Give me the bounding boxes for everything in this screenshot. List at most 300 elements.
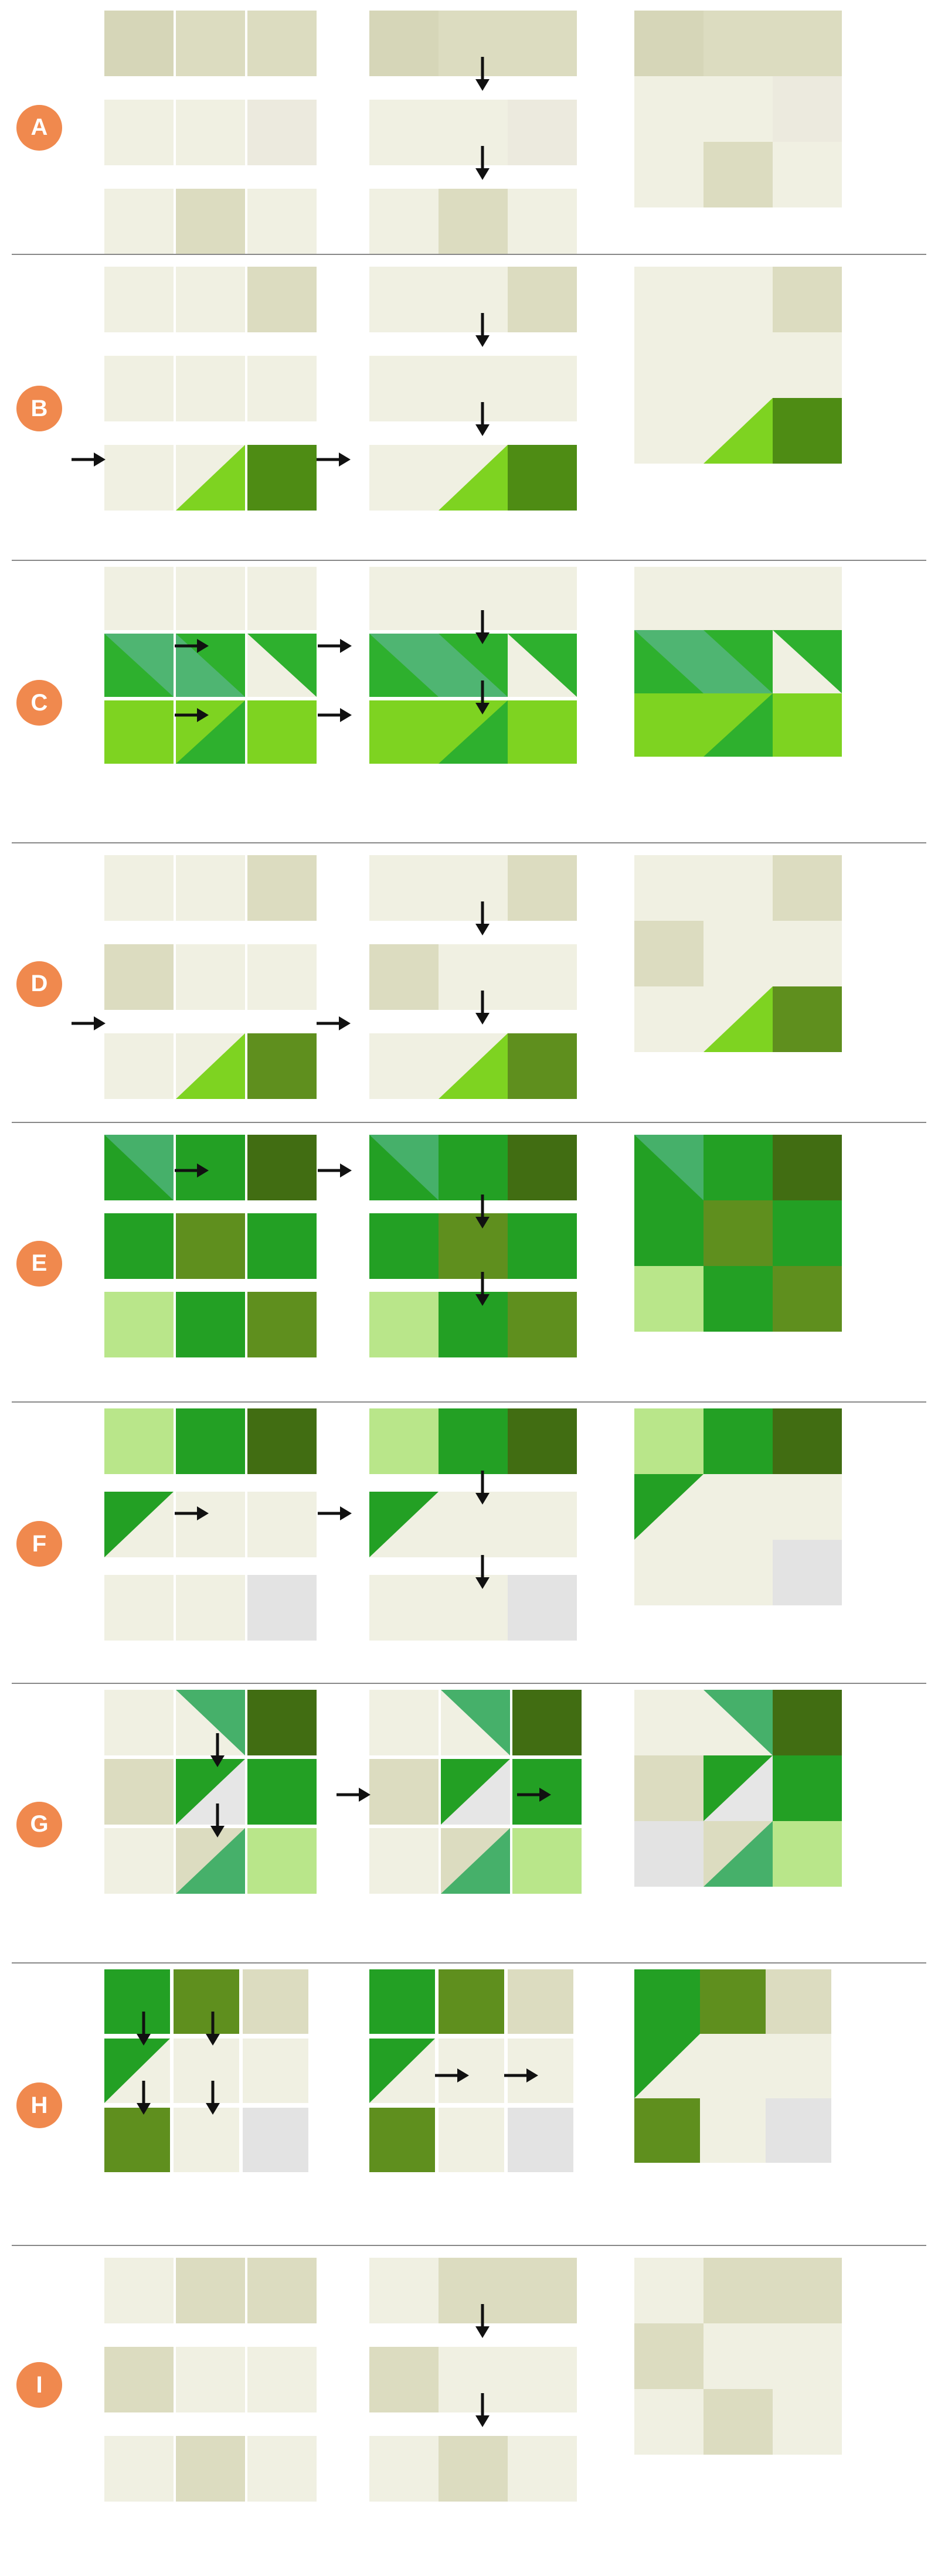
- patch-cell: [634, 1200, 704, 1266]
- arrow-right-icon: [317, 1503, 353, 1523]
- patch-cell: [104, 855, 174, 921]
- patch-cell: [704, 1755, 773, 1821]
- panel-joined-b: [369, 256, 616, 561]
- panel-pieces-e: [104, 1124, 351, 1403]
- patch-cell: [176, 11, 245, 76]
- patch-cell: [508, 267, 577, 332]
- patch-cell: [634, 1690, 704, 1755]
- patch-cell: [439, 2108, 504, 2172]
- patch-cell: [176, 1575, 245, 1641]
- patch-cell: [773, 1266, 842, 1332]
- arrow-down-icon: [473, 900, 492, 937]
- panel-pieces-f: [104, 1404, 351, 1684]
- patch-cell: [441, 1690, 510, 1755]
- patch-cell: [508, 855, 577, 921]
- patch-cell: [104, 700, 174, 764]
- patch-cell: [704, 398, 773, 464]
- patch-cell: [508, 1135, 577, 1200]
- patch-cell: [104, 100, 174, 165]
- row-badge-h: H: [16, 2082, 62, 2128]
- patch-cell: [369, 100, 439, 165]
- patch-cell: [176, 567, 245, 630]
- patch-cell: [247, 567, 317, 630]
- panel-final-d: [634, 845, 881, 1123]
- arrow-right-icon: [174, 1161, 210, 1180]
- patch-cell: [634, 1540, 704, 1605]
- patch-cell: [634, 332, 704, 398]
- patch-cell: [773, 1408, 842, 1474]
- patch-cell: [104, 1033, 174, 1099]
- patch-cell: [766, 1969, 831, 2034]
- patch-cell: [369, 1828, 439, 1894]
- row-badge-e: E: [16, 1241, 62, 1287]
- arrow-down-icon: [134, 2010, 154, 2047]
- arrow-down-icon: [134, 2080, 154, 2116]
- patch-cell: [704, 2323, 773, 2389]
- patch-cell: [773, 1690, 842, 1755]
- patch-cell: [508, 567, 577, 630]
- patch-cell: [369, 700, 439, 764]
- patch-cell: [439, 445, 508, 511]
- patch-cell: [634, 855, 704, 921]
- patch-cell: [634, 11, 704, 76]
- patch-cell: [369, 944, 439, 1010]
- patch-cell: [369, 1033, 439, 1099]
- patch-cell: [634, 986, 704, 1052]
- patch-cell: [247, 1135, 317, 1200]
- patch-cell: [634, 398, 704, 464]
- patch-cell: [508, 1969, 573, 2034]
- patch-cell: [704, 1408, 773, 1474]
- patch-cell: [704, 1474, 773, 1540]
- patch-cell: [247, 634, 317, 697]
- arrow-down-icon: [473, 312, 492, 348]
- patch-cell: [704, 2258, 773, 2323]
- patch-cell: [634, 1474, 704, 1540]
- patch-cell: [773, 1540, 842, 1605]
- patch-cell: [508, 356, 577, 421]
- patch-cell: [634, 1755, 704, 1821]
- patch-cell: [247, 2258, 317, 2323]
- patch-cell: [704, 567, 773, 630]
- patch-cell: [176, 2436, 245, 2502]
- patch-cell: [439, 1033, 508, 1099]
- patch-cell: [176, 100, 245, 165]
- patch-cell: [247, 1575, 317, 1641]
- patch-cell: [508, 634, 577, 697]
- patch-cell: [508, 1408, 577, 1474]
- patch-cell: [634, 1821, 704, 1887]
- patch-cell: [247, 855, 317, 921]
- patch-cell: [104, 1828, 174, 1894]
- panel-joined-c: [369, 562, 616, 843]
- patch-cell: [174, 2108, 239, 2172]
- patch-cell: [176, 189, 245, 254]
- patch-cell: [508, 1033, 577, 1099]
- patch-cell: [508, 2258, 577, 2323]
- patch-cell: [243, 1969, 308, 2034]
- arrow-right-icon: [317, 636, 353, 656]
- row-badge-b: B: [16, 386, 62, 431]
- arrow-down-icon: [473, 56, 492, 92]
- patch-cell: [773, 855, 842, 921]
- diagram-row-g: [0, 1685, 938, 1964]
- panel-final-b: [634, 256, 881, 561]
- row-badge-c: C: [16, 680, 62, 726]
- patch-cell: [247, 100, 317, 165]
- patch-cell: [704, 1135, 773, 1200]
- patch-cell: [104, 1135, 174, 1200]
- patch-cell: [700, 2034, 766, 2098]
- patch-cell: [773, 2323, 842, 2389]
- patch-cell: [247, 356, 317, 421]
- patch-cell: [704, 855, 773, 921]
- arrow-right-icon: [317, 705, 353, 725]
- row-separator: [12, 1962, 926, 1964]
- patch-cell: [773, 142, 842, 207]
- patch-cell: [766, 2034, 831, 2098]
- patch-cell: [634, 921, 704, 986]
- patch-cell: [104, 2347, 174, 2412]
- patch-cell: [634, 1408, 704, 1474]
- diagram-row-f: [0, 1404, 938, 1684]
- patch-cell: [634, 2258, 704, 2323]
- arrow-right-icon: [174, 705, 210, 725]
- patch-cell: [176, 855, 245, 921]
- patch-cell: [176, 2258, 245, 2323]
- patch-cell: [243, 2108, 308, 2172]
- row-separator: [12, 560, 926, 561]
- patch-cell: [700, 1969, 766, 2034]
- patch-cell: [369, 2039, 435, 2103]
- patch-cell: [369, 445, 439, 511]
- panel-joined-f: [369, 1404, 616, 1684]
- patch-cell: [773, 1474, 842, 1540]
- patch-cell: [634, 2389, 704, 2455]
- patch-cell: [247, 445, 317, 511]
- patch-cell: [369, 567, 439, 630]
- patch-cell: [634, 2098, 700, 2163]
- patch-cell: [773, 76, 842, 142]
- patch-cell: [773, 1821, 842, 1887]
- arrow-right-icon: [503, 2065, 539, 2085]
- patch-cell: [508, 445, 577, 511]
- patch-cell: [104, 1759, 174, 1825]
- patch-cell: [104, 567, 174, 630]
- patch-cell: [634, 2323, 704, 2389]
- patch-cell: [634, 2034, 700, 2098]
- patch-cell: [508, 1575, 577, 1641]
- patch-cell: [104, 944, 174, 1010]
- patch-cell: [247, 700, 317, 764]
- arrow-down-icon: [473, 401, 492, 437]
- row-badge-g: G: [16, 1802, 62, 1847]
- patch-cell: [704, 1540, 773, 1605]
- arrow-right-icon: [434, 2065, 470, 2085]
- patch-cell: [369, 1292, 439, 1357]
- patch-cell: [247, 1759, 317, 1825]
- arrow-right-icon: [315, 450, 352, 469]
- patch-cell: [704, 921, 773, 986]
- patch-cell: [176, 1292, 245, 1357]
- patch-cell: [704, 693, 773, 757]
- patch-cell: [176, 1213, 245, 1279]
- panel-joined-e: [369, 1124, 616, 1403]
- arrow-right-icon: [70, 1013, 107, 1033]
- patch-cell: [104, 1408, 174, 1474]
- panel-joined-g: [369, 1685, 616, 1964]
- panel-pieces-d: [104, 845, 351, 1123]
- patch-cell: [634, 1969, 700, 2034]
- panel-final-e: [634, 1124, 881, 1403]
- patch-cell: [104, 356, 174, 421]
- patch-cell: [512, 1690, 582, 1755]
- panel-pieces-i: [104, 2247, 351, 2523]
- patch-cell: [369, 2108, 435, 2172]
- patch-cell: [369, 1408, 439, 1474]
- patch-cell: [634, 76, 704, 142]
- patch-cell: [773, 1135, 842, 1200]
- patch-cell: [104, 11, 174, 76]
- patch-cell: [773, 693, 842, 757]
- patch-cell: [704, 142, 773, 207]
- arrow-down-icon: [473, 1193, 492, 1230]
- panel-pieces-a: [104, 0, 351, 255]
- patch-cell: [773, 630, 842, 693]
- patch-cell: [247, 1828, 317, 1894]
- patch-cell: [247, 11, 317, 76]
- patch-cell: [104, 267, 174, 332]
- patch-cell: [247, 2436, 317, 2502]
- patch-cell: [439, 1135, 508, 1200]
- patch-cell: [508, 2108, 573, 2172]
- patch-cell: [176, 356, 245, 421]
- patch-cell: [508, 944, 577, 1010]
- patch-cell: [773, 2389, 842, 2455]
- arrow-down-icon: [208, 1732, 227, 1768]
- patch-cell: [704, 11, 773, 76]
- panel-pieces-h: [104, 1965, 351, 2246]
- patch-cell: [104, 2436, 174, 2502]
- patch-cell: [704, 76, 773, 142]
- patch-cell: [369, 189, 439, 254]
- patch-cell: [369, 267, 439, 332]
- panel-joined-d: [369, 845, 616, 1123]
- panel-pieces-b: [104, 256, 351, 561]
- arrow-right-icon: [516, 1785, 552, 1805]
- diagram-row-d: [0, 845, 938, 1123]
- arrow-down-icon: [473, 2392, 492, 2428]
- patch-cell: [369, 11, 439, 76]
- patch-cell: [243, 2039, 308, 2103]
- panel-final-i: [634, 2247, 881, 2523]
- patch-cell: [369, 2347, 439, 2412]
- patch-cell: [704, 1690, 773, 1755]
- patch-cell: [634, 142, 704, 207]
- arrow-down-icon: [473, 609, 492, 645]
- panel-final-h: [634, 1965, 881, 2246]
- patch-cell: [508, 100, 577, 165]
- patch-cell: [104, 634, 174, 697]
- patch-cell: [247, 944, 317, 1010]
- arrow-down-icon: [473, 1271, 492, 1307]
- patch-cell: [704, 332, 773, 398]
- patch-cell: [773, 986, 842, 1052]
- patch-cell: [369, 356, 439, 421]
- diagram-row-b: [0, 256, 938, 561]
- patch-cell: [104, 1690, 174, 1755]
- row-badge-i: I: [16, 2362, 62, 2408]
- patch-cell: [247, 1408, 317, 1474]
- panel-joined-a: [369, 0, 616, 255]
- patch-cell: [704, 1821, 773, 1887]
- arrow-right-icon: [335, 1785, 372, 1805]
- patch-cell: [634, 630, 704, 693]
- row-separator: [12, 1401, 926, 1403]
- patch-cell: [441, 1828, 510, 1894]
- patch-cell: [247, 267, 317, 332]
- patch-cell: [441, 1759, 510, 1825]
- diagram-row-a: [0, 0, 938, 255]
- arrow-down-icon: [208, 1802, 227, 1839]
- patch-cell: [704, 267, 773, 332]
- patch-cell: [104, 1213, 174, 1279]
- patch-cell: [773, 2258, 842, 2323]
- patch-cell: [369, 2436, 439, 2502]
- arrow-down-icon: [203, 2010, 223, 2047]
- row-badge-f: F: [16, 1521, 62, 1567]
- patch-cell: [104, 189, 174, 254]
- patch-cell: [369, 2258, 439, 2323]
- patch-cell: [176, 1033, 245, 1099]
- row-separator: [12, 254, 926, 255]
- panel-joined-h: [369, 1965, 616, 2246]
- patch-cell: [369, 634, 439, 697]
- arrow-right-icon: [317, 1161, 353, 1180]
- patch-cell: [508, 2347, 577, 2412]
- patch-cell: [369, 1213, 439, 1279]
- arrow-down-icon: [473, 1469, 492, 1506]
- patch-cell: [773, 11, 842, 76]
- patch-cell: [439, 2436, 508, 2502]
- patch-cell: [247, 1690, 317, 1755]
- patch-cell: [634, 693, 704, 757]
- patch-cell: [247, 189, 317, 254]
- patch-cell: [369, 1690, 439, 1755]
- panel-pieces-g: [104, 1685, 351, 1964]
- patch-cell: [104, 1292, 174, 1357]
- patch-cell: [773, 267, 842, 332]
- panel-final-g: [634, 1685, 881, 1964]
- arrow-down-icon: [473, 2303, 492, 2339]
- patch-cell: [369, 1492, 439, 1557]
- patch-cell: [369, 1969, 435, 2034]
- arrow-right-icon: [174, 1503, 210, 1523]
- patch-cell: [634, 267, 704, 332]
- panel-final-f: [634, 1404, 881, 1684]
- panel-joined-i: [369, 2247, 616, 2523]
- panel-final-c: [634, 562, 881, 843]
- patch-cell: [700, 2098, 766, 2163]
- patch-cell: [773, 921, 842, 986]
- patch-cell: [508, 11, 577, 76]
- patch-cell: [773, 398, 842, 464]
- patch-cell: [176, 1492, 245, 1557]
- patch-cell: [773, 1200, 842, 1266]
- patch-cell: [439, 189, 508, 254]
- patch-cell: [634, 1266, 704, 1332]
- patch-cell: [508, 1492, 577, 1557]
- diagram-row-e: [0, 1124, 938, 1403]
- row-separator: [12, 842, 926, 843]
- patch-cell: [508, 189, 577, 254]
- patch-cell: [369, 1759, 439, 1825]
- arrow-down-icon: [473, 1554, 492, 1590]
- panel-pieces-c: [104, 562, 351, 843]
- patch-cell: [176, 944, 245, 1010]
- patch-cell: [104, 445, 174, 511]
- patch-cell: [773, 567, 842, 630]
- row-badge-a: A: [16, 105, 62, 151]
- arrow-right-icon: [174, 636, 210, 656]
- patch-cell: [439, 1408, 508, 1474]
- arrow-down-icon: [473, 145, 492, 181]
- diagram-row-h: [0, 1965, 938, 2246]
- patch-cell: [104, 2258, 174, 2323]
- patch-cell: [369, 1575, 439, 1641]
- patch-cell: [104, 1492, 174, 1557]
- patch-cell: [634, 1135, 704, 1200]
- patch-cell: [176, 2347, 245, 2412]
- patch-cell: [766, 2098, 831, 2163]
- panel-final-a: [634, 0, 881, 255]
- patch-cell: [247, 1292, 317, 1357]
- patch-cell: [704, 630, 773, 693]
- arrow-down-icon: [203, 2080, 223, 2116]
- patch-cell: [369, 855, 439, 921]
- patch-cell: [704, 1266, 773, 1332]
- row-separator: [12, 1122, 926, 1123]
- patch-cell: [439, 1969, 504, 2034]
- patch-cell: [704, 986, 773, 1052]
- arrow-right-icon: [70, 450, 107, 469]
- patch-cell: [508, 1213, 577, 1279]
- patch-cell: [508, 1292, 577, 1357]
- patch-cell: [512, 1828, 582, 1894]
- patch-cell: [634, 567, 704, 630]
- patch-cell: [104, 1575, 174, 1641]
- row-badge-d: D: [16, 961, 62, 1007]
- arrow-right-icon: [315, 1013, 352, 1033]
- patch-cell: [176, 1408, 245, 1474]
- patch-cell: [773, 332, 842, 398]
- arrow-down-icon: [473, 989, 492, 1026]
- patch-cell: [704, 1200, 773, 1266]
- patch-cell: [104, 2108, 170, 2172]
- patch-cell: [247, 2347, 317, 2412]
- patch-cell: [247, 1213, 317, 1279]
- row-separator: [12, 1683, 926, 1684]
- patch-cell: [176, 267, 245, 332]
- patch-cell: [508, 700, 577, 764]
- arrow-down-icon: [473, 679, 492, 716]
- patch-cell: [369, 1135, 439, 1200]
- patch-cell: [247, 1492, 317, 1557]
- patch-cell: [247, 1033, 317, 1099]
- patch-cell: [176, 445, 245, 511]
- row-separator: [12, 2245, 926, 2246]
- diagram-row-i: [0, 2247, 938, 2523]
